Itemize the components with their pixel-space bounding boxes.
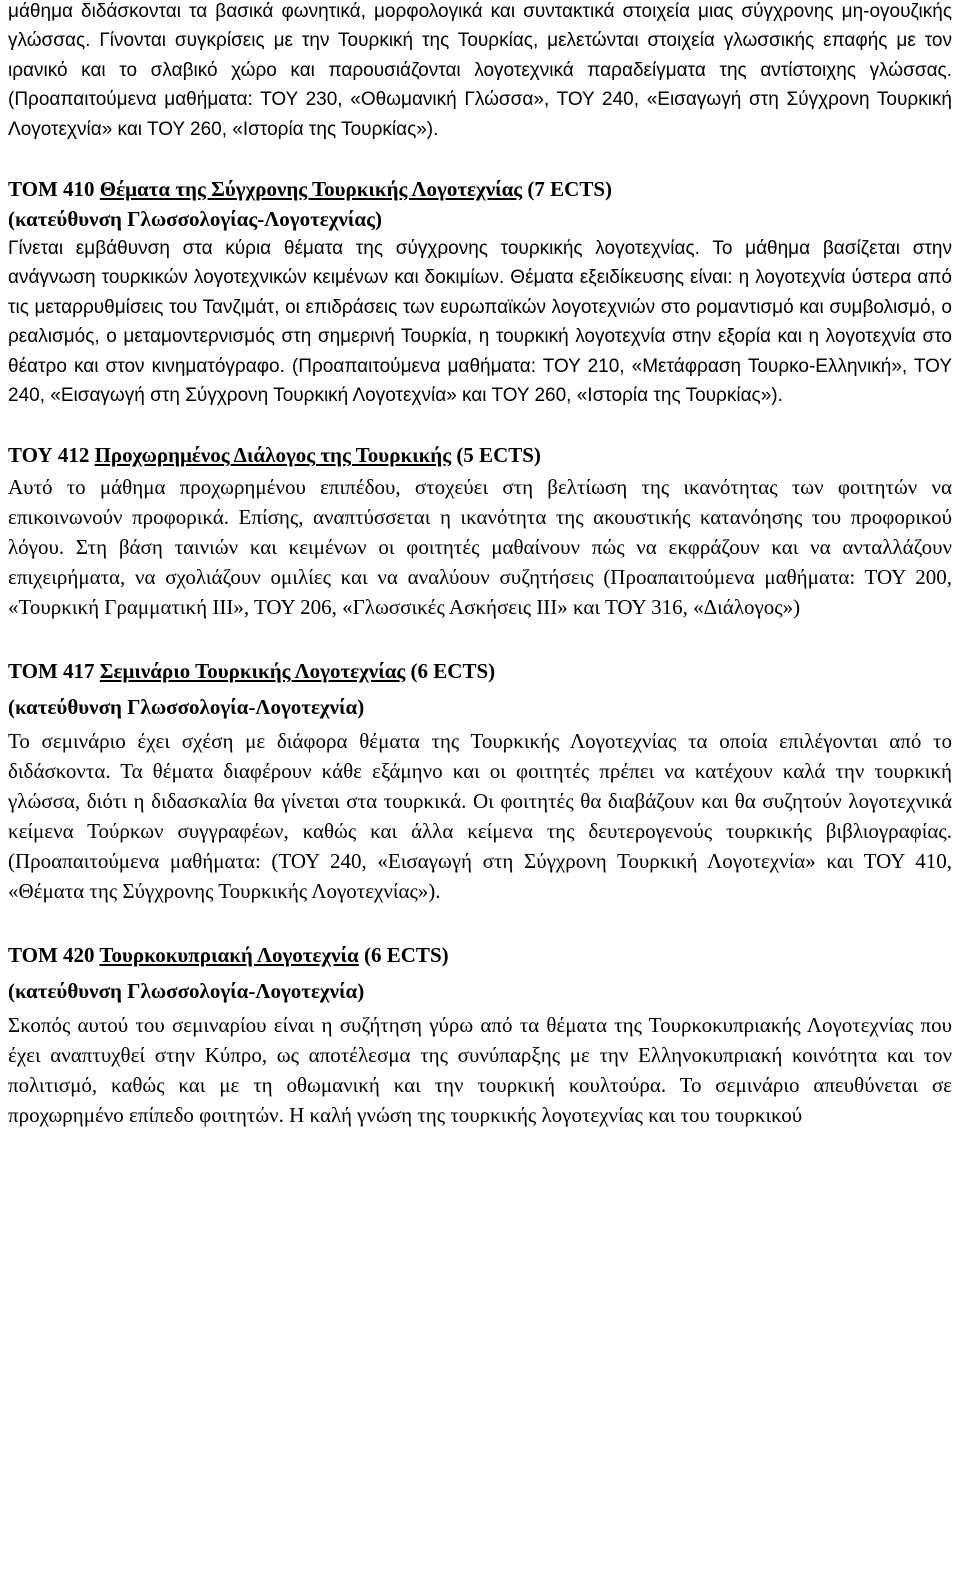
intro-paragraph: μάθημα διδάσκονται τα βασικά φωνητικά, μορφολογικά και συντακτικά στοιχεία μιας σύγχρονης μη-ογουζικής γλώσσας. Γίνονται συγκρίσεις με την Τουρκική της Τουρκίας, μελετώνται στοιχεία γλωσσικής επαφής με τον ιρανικό και το σλαβικό χώρο και παρουσιάζονται λογοτεχνικά παραδείγματα της αντίστοιχης γλώσσας. (Προαπαιτούμενα μαθήματα: ΤΟΥ 230, «Οθωμανική Γλώσσα», ΤΟΥ 240, «Εισαγωγή στη Σύγχρονη Τουρκική Λογοτεχνία» και ΤΟΥ 260, «Ιστορία της Τουρκίας»). bbox=[8, 1, 952, 140]
course-ects: (5 ECTS) bbox=[456, 443, 541, 468]
course-heading bbox=[8, 656, 952, 686]
course-ects: (6 ECTS) bbox=[410, 659, 496, 684]
course-heading bbox=[8, 940, 952, 970]
course-ects: (6 ECTS) bbox=[364, 943, 449, 968]
course-title: Σεμινάριο Τουρκικής Λογοτεχνίας bbox=[99, 659, 406, 684]
course-section-tom-410 bbox=[8, 174, 952, 410]
course-track: (κατεύθυνση Γλωσσολογίας-Λογοτεχνίας) bbox=[8, 207, 382, 232]
course-code: ΤΟΥ 412 bbox=[8, 443, 90, 468]
course-title: Τουρκοκυπριακή Λογοτεχνία bbox=[99, 943, 359, 968]
course-code: ΤΟΜ 420 bbox=[8, 943, 95, 968]
course-title: Προχωρημένος Διάλογος της Τουρκικής bbox=[94, 443, 452, 468]
course-track: (κατεύθυνση Γλωσσολογία-Λογοτεχνία) bbox=[8, 979, 365, 1004]
course-code: ΤΟΜ 410 bbox=[8, 177, 95, 202]
course-title: Θέματα της Σύγχρονης Τουρκικής Λογοτεχνίας bbox=[99, 177, 523, 202]
course-ects: (7 ECTS) bbox=[527, 177, 613, 202]
course-heading bbox=[8, 174, 952, 204]
course-description: Γίνεται εμβάθυνση στα κύρια θέματα της σύγχρονης τουρκικής λογοτεχνίας. Το μάθημα βασίζεται στην ανάγνωση τουρκικών λογοτεχνικών κειμένων και δοκιμίων. Θέματα εξειδίκευσης είναι: η λογοτεχνία ύστερα από τις μεταρρυθμίσεις του Τανζιμάτ, οι επιδράσεις των ευρωπαϊκών λογοτεχνιών στο ρομαντισμό και συμβολισμό, ο ρεαλισμός, ο μεταμοντερνισμός στη σημερινή Τουρκία, η τουρκική λογοτεχνία στην εξορία και η λογοτεχνία στο θέατρο και στον κινηματόγραφο. (Προαπαιτούμενα μαθήματα: ΤΟΥ 210, «Μετάφραση Τουρκο-Ελληνική», ΤΟΥ 240, «Εισαγωγή στη Σύγχρονη Τουρκική Λογοτεχνία» και ΤΟΥ 260, «Ιστορία της Τουρκίας»). bbox=[8, 238, 952, 407]
course-section-tou-412 bbox=[8, 440, 952, 622]
course-section-tom-420 bbox=[8, 940, 952, 1130]
course-code: ΤΟΜ 417 bbox=[8, 659, 95, 684]
course-section-tom-417 bbox=[8, 656, 952, 906]
course-track: (κατεύθυνση Γλωσσολογία-Λογοτεχνία) bbox=[8, 695, 365, 720]
course-description: Αυτό το μάθημα προχωρημένου επιπέδου, στοχεύει στη βελτίωση της ικανότητας των φοιτητών να επικοινωνούν προφορικά. Επίσης, αναπτύσσεται η ικανότητα της ακουστικής κατανόησης του προφορικού λόγου. Στη βάση ταινιών και κειμένων οι φοιτητές μαθαίνουν πώς να εκφράζουν και να ανταλλάζουν επιχειρήματα, να σχολιάζουν ομιλίες και να αναλύουν συζητήσεις (Προαπαιτούμενα μαθήματα: ΤΟΥ 200, «Τουρκική Γραμματική ΙΙΙ», ΤΟΥ 206, «Γλωσσικές Ασκήσεις ΙΙΙ» και ΤΟΥ 316, «Διάλογος») bbox=[8, 475, 952, 620]
course-description: Το σεμινάριο έχει σχέση με διάφορα θέματα της Τουρκικής Λογοτεχνίας τα οποία επιλέγονται από το διδάσκοντα. Τα θέματα διαφέρουν κάθε εξάμηνο και οι φοιτητές πρέπει να κατέχουν καλά την τουρκική γλώσσα, διότι η διδασκαλία θα γίνεται στα τουρκικά. Οι φοιτητές θα διαβάζουν και θα συζητούν λογοτεχνικά κείμενα Τούρκων συγγραφέων, καθώς και άλλα κείμενα της δευτερογενούς τουρκικής βιβλιογραφίας. (Προαπαιτούμενα μαθήματα: (ΤΟΥ 240, «Εισαγωγή στη Σύγχρονη Τουρκική Λογοτεχνία» και ΤΟΥ 410, «Θέματα της Σύγχρονης Τουρκικής Λογοτεχνίας»). bbox=[8, 729, 952, 904]
course-heading bbox=[8, 440, 952, 470]
course-description: Σκοπός αυτού του σεμιναρίου είναι η συζήτηση γύρω από τα θέματα της Τουρκοκυπριακής Λογοτεχνίας που έχει αναπτυχθεί στην Κύπρο, ως αποτέλεσμα της συνύπαρξης με την Ελληνοκυπριακή κοινότητα και τον πολιτισμό, καθώς και με τη οθωμανική και την τουρκική κουλτούρα. Το σεμινάριο απευθύνεται σε προχωρημένο επίπεδο φοιτητών. Η καλή γνώση της τουρκικής λογοτεχνίας και του τουρκικού bbox=[8, 1013, 952, 1128]
document-page bbox=[8, 0, 952, 1130]
